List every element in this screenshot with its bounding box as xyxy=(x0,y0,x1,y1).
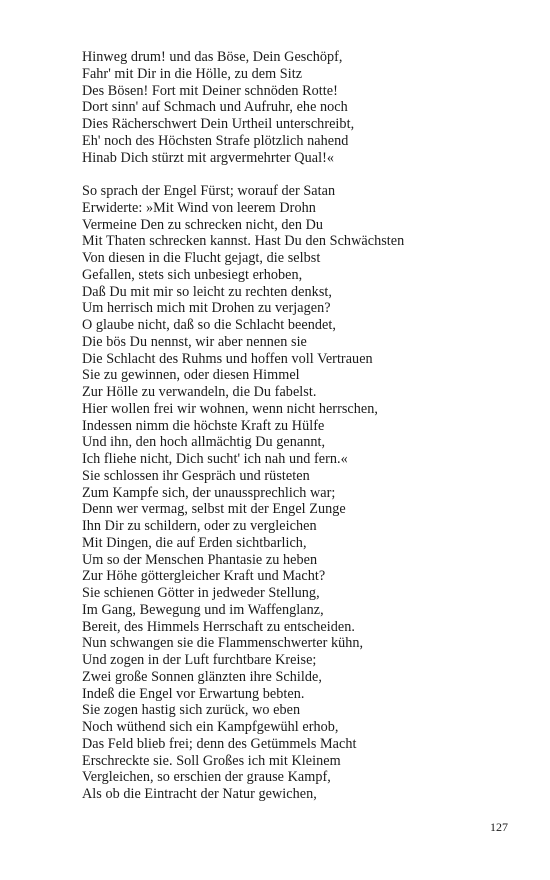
verse-line: Indessen nimm die höchste Kraft zu Hülfe xyxy=(82,417,325,434)
verse-line: Mit Thaten schrecken kannst. Hast Du den Schwächsten xyxy=(82,233,405,250)
verse-line: Ihn Dir zu schildern, oder zu vergleichen xyxy=(82,518,317,534)
verse-line: Als ob die Eintracht der Natur gewichen, xyxy=(82,786,317,802)
verse-line: Um so der Menschen Phantasie zu heben xyxy=(82,551,318,568)
verse-line: Sie zogen hastig sich zurück, wo eben xyxy=(82,702,301,719)
verse-line: O glaube nicht, daß so die Schlacht beendet, xyxy=(82,317,336,333)
verse-line: Des Bösen! Fort mit Deiner schnöden Rotte! xyxy=(82,82,338,99)
verse-line: Dort sinn' auf Schmach und Aufruhr, ehe noch xyxy=(82,99,348,116)
verse-line: Im Gang, Bewegung und im Waffenglanz, xyxy=(82,601,324,618)
verse-line: Bereit, des Himmels Herrschaft zu entscheiden. xyxy=(82,618,355,635)
verse-line: Eh' noch des Höchsten Strafe plötzlich nahend xyxy=(82,132,349,149)
verse-line: So sprach der Engel Fürst; worauf der Satan xyxy=(82,183,336,199)
stanza-1 xyxy=(82,49,354,166)
stanza-2 xyxy=(82,183,404,803)
verse-line: Die bös Du nennst, wir aber nennen sie xyxy=(82,333,307,350)
verse-line: Ich fliehe nicht, Dich sucht' ich nah und fern.« xyxy=(82,451,348,467)
verse-line: Zwei große Sonnen glänzten ihre Schilde, xyxy=(82,668,322,685)
verse-line: Und zogen in der Luft furchtbare Kreise; xyxy=(82,652,317,668)
verse-line: Zum Kampfe sich, der unaussprechlich war; xyxy=(82,484,336,501)
verse-line: Hinab Dich stürzt mit argvermehrter Qual!« xyxy=(82,149,335,166)
verse-line: Zur Höhe göttergleicher Kraft und Macht? xyxy=(82,568,326,585)
verse-line: Und ihn, den hoch allmächtig Du genannt, xyxy=(82,434,326,451)
verse-line: Dies Rächerschwert Dein Urtheil unterschreibt, xyxy=(82,116,355,132)
verse-line: Fahr' mit Dir in die Hölle, zu dem Sitz xyxy=(82,65,303,82)
verse-line: Sie schienen Götter in jedweder Stellung, xyxy=(82,585,320,601)
verse-line: Um herrisch mich mit Drohen zu verjagen? xyxy=(82,300,331,317)
verse-line: Vermeine Den zu schrecken nicht, den Du xyxy=(82,216,324,233)
verse-line: Denn wer vermag, selbst mit der Engel Zunge xyxy=(82,501,346,518)
verse-line: Vergleichen, so erschien der grause Kampf, xyxy=(82,769,331,786)
page-number: 127 xyxy=(490,820,508,834)
verse-line: Hinweg drum! und das Böse, Dein Geschöpf, xyxy=(82,49,343,65)
verse-line: Von diesen in die Flucht gejagt, die selbst xyxy=(82,250,321,266)
verse-line: Nun schwangen sie die Flammenschwerter kühn, xyxy=(82,635,364,652)
verse-line: Gefallen, stets sich unbesiegt erhoben, xyxy=(82,266,303,283)
verse-line: Hier wollen frei wir wohnen, wenn nicht herrschen, xyxy=(82,400,379,417)
verse-line: Noch wüthend sich ein Kampfgewühl erhob, xyxy=(82,719,339,735)
verse-line: Zur Hölle zu verwandeln, die Du fabelst. xyxy=(82,384,317,400)
verse-line: Die Schlacht des Ruhms und hoffen voll Vertrauen xyxy=(82,350,373,367)
verse-line: Erschreckte sie. Soll Großes ich mit Kleinem xyxy=(82,752,341,769)
verse-line: Indeß die Engel vor Erwartung bebten. xyxy=(82,685,305,702)
verse-line: Das Feld blieb frei; denn des Getümmels Macht xyxy=(82,735,357,752)
verse-line: Sie schlossen ihr Gespräch und rüsteten xyxy=(82,467,310,484)
verse-line: Erwiderte: »Mit Wind von leerem Drohn xyxy=(82,199,316,216)
verse-line: Mit Dingen, die auf Erden sichtbarlich, xyxy=(82,534,307,551)
verse-line: Daß Du mit mir so leicht zu rechten denkst, xyxy=(82,283,332,300)
verse-line: Sie zu gewinnen, oder diesen Himmel xyxy=(82,367,300,384)
